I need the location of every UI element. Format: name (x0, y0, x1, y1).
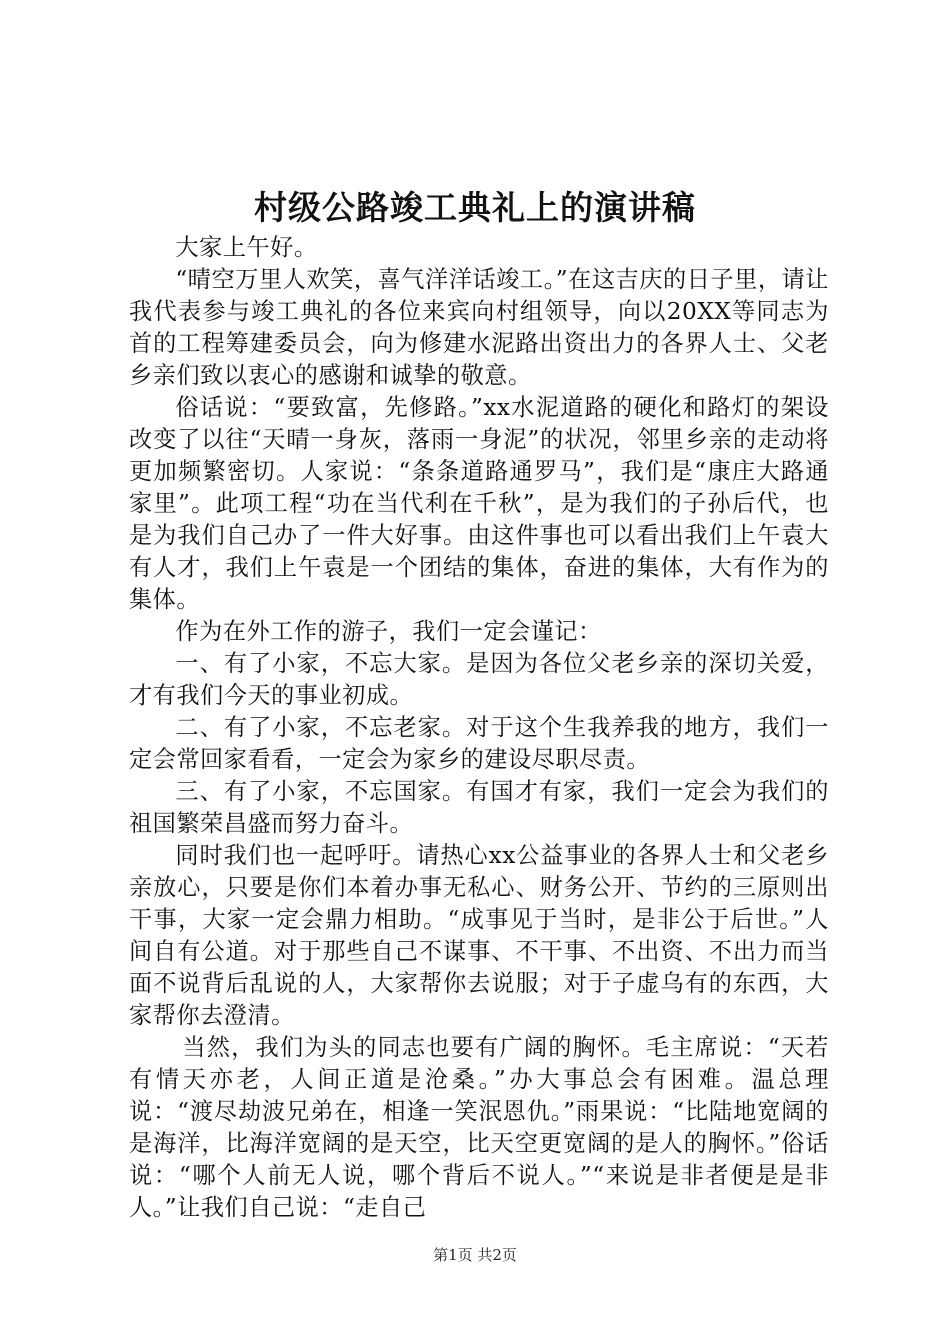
paragraph-pledge-1: 一、有了小家，不忘大家。是因为各位父老乡亲的深切关爱，才有我们今天的事业初成。 (129, 650, 829, 709)
paragraph-opening: “晴空万里人欢笑，喜气洋洋话竣工。”在这吉庆的日子里，请让我代表参与竣工典礼的各位来宾向村组领导，向以20XX等同志为首的工程筹建委员会，向为修建水泥路出资出力的各界人士、父老乡亲们致以衷心的感谢和诚挚的敬意。 (129, 266, 829, 389)
paragraph-closing: 当然，我们为头的同志也要有广阔的胸怀。毛主席说：“天若有情天亦老，人间正道是沧桑。”办大事总会有困难。温总理说：“渡尽劫波兄弟在，相逢一笑泯恩仇。”雨果说：“比陆地宽阔的是海洋，比海洋宽阔的是天空，比天空更宽阔的是人的胸怀。”俗话说：“哪个人前无人说，哪个背后不说人。”“来说是非者便是是非人。”让我们自己说：“走自己 (129, 1034, 829, 1221)
page-number-footer: 第1页 共2页 (433, 1246, 517, 1264)
paragraph-pledge-intro: 作为在外工作的游子，我们一定会谨记： (175, 618, 602, 645)
document-body (129, 232, 829, 1224)
paragraph-pledge-3: 三、有了小家，不忘国家。有国才有家，我们一定会为我们的祖国繁荣昌盛而努力奋斗。 (129, 778, 829, 837)
document-title: 村级公路竣工典礼上的演讲稿 (254, 188, 696, 227)
paragraph-appeal: 同时我们也一起呼吁。请热心xx公益事业的各界人士和父老乡亲放心，只要是你们本着办事无私心、财务公开、节约的三原则出干事，大家一定会鼎力相助。“成事见于当时，是非公于后世。”人间自有公道。对于那些自己不谋事、不干事、不出资、不出力而当面不说背后乱说的人，大家帮你去说服；对于子虚乌有的东西，大家帮你去澄清。 (129, 842, 829, 1029)
paragraph-proverb: 俗话说：“要致富，先修路。”xx水泥道路的硬化和路灯的架设改变了以往“天晴一身灰，落雨一身泥”的状况，邻里乡亲的走动将更加频繁密切。人家说：“条条道路通罗马”，我们是“康庄大路通家里”。此项工程“功在当代利在千秋”，是为我们的子孙后代，也是为我们自己办了一件大好事。由这件事也可以看出我们上午袁大有人才，我们上午袁是一个团结的集体，奋进的集体，大有作为的集体。 (129, 394, 829, 613)
paragraph-greeting: 大家上午好。 (175, 234, 318, 261)
paragraph-pledge-2: 二、有了小家，不忘老家。对于这个生我养我的地方，我们一定会常回家看看，一定会为家乡的建设尽职尽责。 (129, 714, 829, 773)
